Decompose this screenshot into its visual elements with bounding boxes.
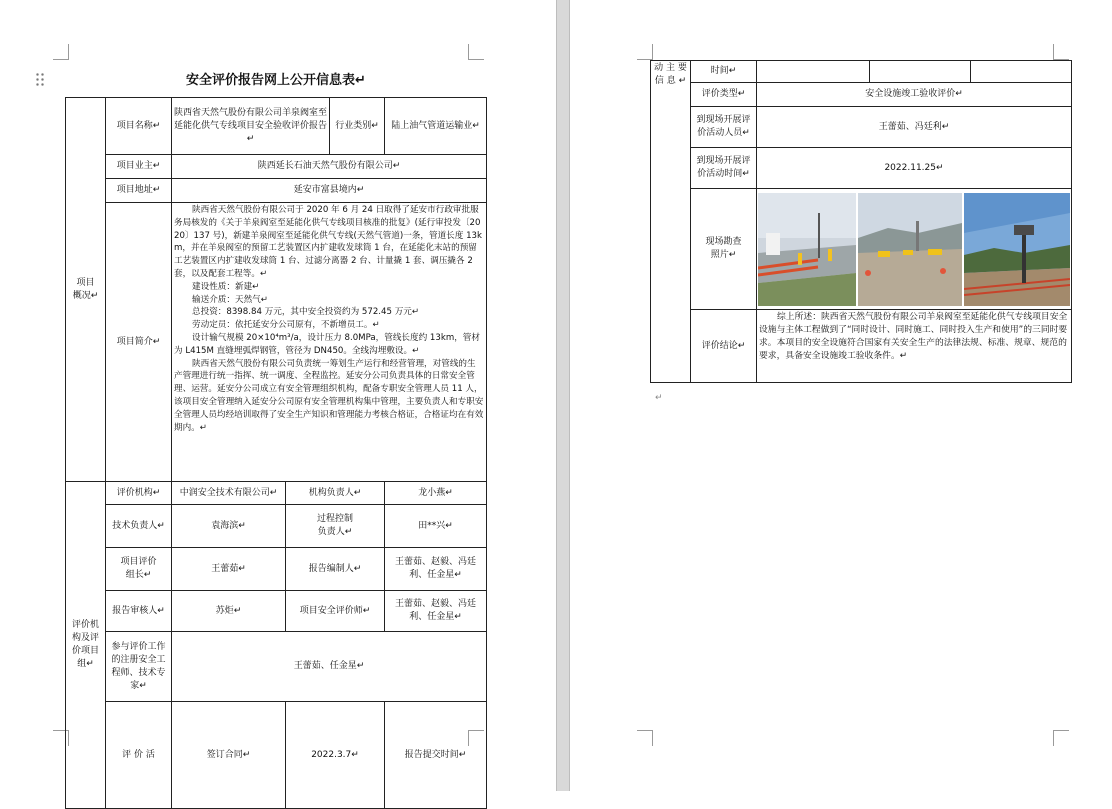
evaluators-label: 项目安全评价师↵ bbox=[286, 591, 385, 632]
org-head-value: 龙小燕↵ bbox=[385, 482, 487, 505]
address-value: 延安市富县境内↵ bbox=[172, 179, 487, 203]
section-overview: 项目 概况↵ bbox=[66, 98, 106, 482]
industry-value: 陆上油气管道运输业↵ bbox=[385, 98, 487, 155]
time-empty-1 bbox=[757, 61, 870, 83]
site-photo-3[interactable] bbox=[964, 193, 1070, 306]
project-name-value: 陕西省天然气股份有限公司羊泉阀室至延能化供气专线项目安全验收评价报告↵ bbox=[174, 107, 328, 144]
type-value: 安全设施竣工验收评价↵ bbox=[757, 83, 1072, 107]
tech-head-label: 技术负责人↵ bbox=[106, 505, 172, 548]
photo-station-icon bbox=[858, 193, 962, 306]
org-label: 评价机构↵ bbox=[106, 482, 172, 505]
tech-head-value: 袁海滨↵ bbox=[172, 505, 286, 548]
staff-label: 到现场开展评价活动人员↵ bbox=[691, 107, 757, 148]
org-head-label: 机构负责人↵ bbox=[286, 482, 385, 505]
time-label: 时间↵ bbox=[691, 61, 757, 83]
photo-marker-icon bbox=[964, 193, 1070, 306]
submit-label: 报告提交时间↵ bbox=[385, 702, 487, 809]
engineers-value: 王蕾茹、任金星↵ bbox=[172, 632, 487, 702]
time-empty-2 bbox=[870, 61, 971, 83]
report-author-value: 王蕾茹、赵毅、冯廷利、任金星↵ bbox=[385, 548, 487, 591]
intro-paragraph: 总投资：8398.84 万元，其中安全投资约为 572.45 万元↵ bbox=[192, 307, 420, 318]
report-author-label: 报告编制人↵ bbox=[286, 548, 385, 591]
crop-mark bbox=[1053, 44, 1069, 60]
crop-mark bbox=[53, 44, 69, 60]
date-label: 到现场开展评价活动时间↵ bbox=[691, 148, 757, 189]
reviewer-label: 报告审核人↵ bbox=[106, 591, 172, 632]
intro-paragraph: 陕西省天然气股份有限公司负责统一筹划生产运行和经营管理，对管线的生产管理进行统一指挥、统一调度、全程监控。延安分公司负责具体的日常安全管理、运营。延安分公司成立有安全管理组织机构，配备专职安全管理人员 11 人，该项目安全管理纳入延安分公司原有安全管理机构集中管理，主要负责人和专职安全管理人员均经培训取得了安全生产知识和管理能力考核合格证，合格证均在有效期内。↵ bbox=[174, 358, 484, 433]
table-move-handle-icon[interactable] bbox=[35, 72, 45, 86]
type-label: 评价类型↵ bbox=[691, 83, 757, 107]
time-empty-3 bbox=[971, 61, 1072, 83]
document-page-2 bbox=[570, 0, 1112, 791]
process-head-label: 过程控制 负责人↵ bbox=[286, 505, 385, 548]
section-eval-cont: 动 主 要 信 息 ↵ bbox=[651, 61, 691, 383]
document-title: 安全评价报告网上公开信息表↵ bbox=[186, 73, 366, 88]
address-label: 项目地址↵ bbox=[106, 179, 172, 203]
conclusion-value bbox=[757, 310, 1072, 383]
info-table-page2 bbox=[650, 60, 1072, 383]
photos-label: 现场勘查 照片↵ bbox=[691, 189, 757, 310]
reviewer-value: 苏炬↵ bbox=[172, 591, 286, 632]
crop-mark bbox=[637, 44, 653, 60]
intro-paragraph: 设计输气规模 20×10⁴m³/a，设计压力 8.0MPa，管线长度约 13km，管材为 L415M 直缝埋弧焊钢管，管径为 DN450。全线沟埋敷设。↵ bbox=[174, 332, 480, 356]
staff-value: 王蕾茹、冯廷利↵ bbox=[757, 107, 1072, 148]
date-value: 2022.11.25↵ bbox=[757, 148, 1072, 189]
conclusion-label: 评价结论↵ bbox=[691, 310, 757, 383]
site-photo-1[interactable] bbox=[758, 193, 856, 306]
site-photo-2[interactable] bbox=[858, 193, 962, 306]
project-name-label: 项目名称↵ bbox=[106, 98, 172, 155]
crop-mark bbox=[468, 44, 484, 60]
contract-value: 2022.3.7↵ bbox=[286, 702, 385, 809]
document-page-1 bbox=[0, 0, 556, 791]
photos-cell bbox=[757, 189, 1072, 310]
paragraph-mark: ↵ bbox=[655, 393, 663, 403]
crop-mark bbox=[1053, 730, 1069, 746]
info-table-page1 bbox=[65, 97, 487, 809]
intro-paragraph: 劳动定员：依托延安分公司原有，不新增员工。↵ bbox=[192, 320, 380, 331]
team-leader-value: 王蕾茹↵ bbox=[172, 548, 286, 591]
crop-mark bbox=[637, 730, 653, 746]
intro-label: 项目简介↵ bbox=[106, 203, 172, 482]
intro-paragraph: 建设性质：新建↵ bbox=[192, 281, 260, 292]
section-org: 评价机构及评价项目组↵ bbox=[66, 482, 106, 809]
process-head-value: 田**兴↵ bbox=[385, 505, 487, 548]
owner-label: 项目业主↵ bbox=[106, 155, 172, 179]
evaluators-value: 王蕾茹、赵毅、冯廷利、任金星↵ bbox=[385, 591, 487, 632]
photo-barrier-icon bbox=[758, 193, 856, 306]
org-value: 中润安全技术有限公司↵ bbox=[172, 482, 286, 505]
team-leader-label: 项目评价 组长↵ bbox=[106, 548, 172, 591]
owner-value: 陕西延长石油天然气股份有限公司↵ bbox=[172, 155, 487, 179]
intro-text bbox=[172, 203, 487, 482]
engineers-label: 参与评价工作的注册安全工程师、技术专家↵ bbox=[106, 632, 172, 702]
conclusion-text: 综上所述：陕西省天然气股份有限公司羊泉阀室至延能化供气专线项目安全设施与主体工程做到了“同时设计、同时施工、同时投入生产和使用”的三同时要求。本项目的安全设施符合国家有关安全生产的法律法规、标准、规章、规范的要求，具备安全设施竣工验收条件。↵ bbox=[759, 312, 1068, 361]
contract-label: 签订合同↵ bbox=[172, 702, 286, 809]
intro-paragraph: 输送介质：天然气↵ bbox=[192, 294, 268, 305]
intro-paragraph: 陕西省天然气股份有限公司于 2020 年 6 月 24 日取得了延安市行政审批服务局核发的《关于羊泉阀室至延能化供气专线项目核准的批复》(延行审投发〔2020〕137 号)，新建羊泉阀室至延能化供气专线(天然气管道)一条，管道长度 13km，并在羊泉阀室的预留工艺装置区内扩建收发球筒 1 台，在延能化末站的预留工艺装置区内扩建收发球筒 1 台、过滤分离器 2 台、计量撬 1 套、调压撬各 2 套，以及配套工程等。↵ bbox=[174, 205, 482, 279]
industry-label: 行业类别↵ bbox=[329, 98, 384, 154]
section-eval-start: 评 价 活 bbox=[106, 702, 172, 809]
page-gap bbox=[556, 0, 570, 791]
